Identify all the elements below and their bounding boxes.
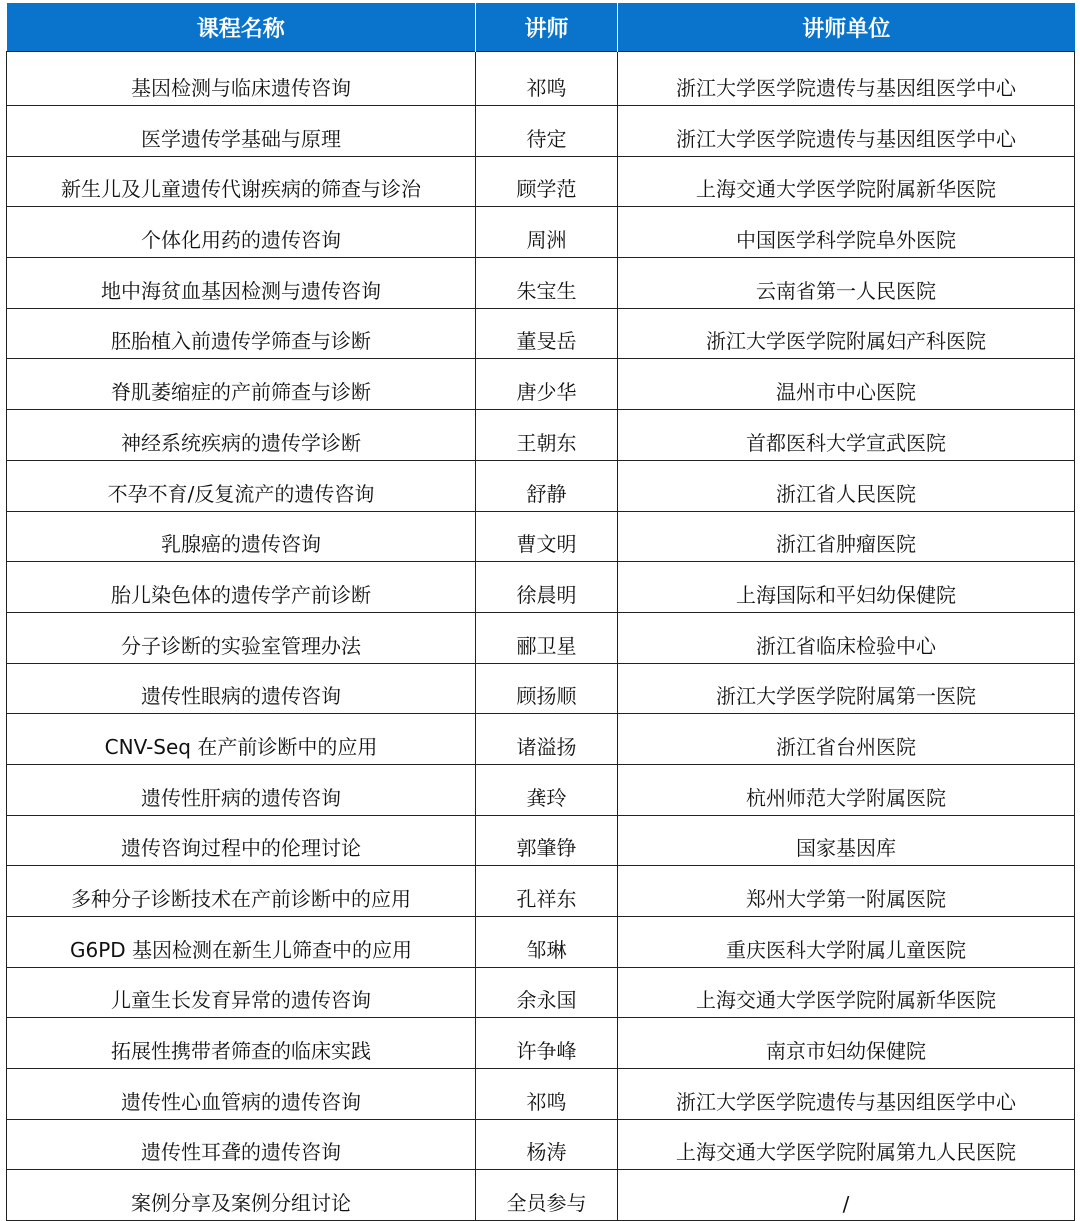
- lecturer-cell: 郦卫星: [476, 612, 618, 663]
- institution-cell: 云南省第一人民医院: [618, 258, 1075, 309]
- course-name-cell: 胎儿染色体的遗传学产前诊断: [7, 562, 476, 613]
- lecturer-cell: 顾扬顺: [476, 663, 618, 714]
- lecturer-cell: 郭肇铮: [476, 815, 618, 866]
- lecturer-cell: 杨涛: [476, 1119, 618, 1170]
- institution-cell: 杭州师范大学附属医院: [618, 764, 1075, 815]
- institution-cell: 浙江省台州医院: [618, 714, 1075, 765]
- table-row: [7, 410, 1075, 461]
- course-name-cell: 儿童生长发育异常的遗传咨询: [7, 967, 476, 1018]
- table-row: [7, 460, 1075, 511]
- lecturer-cell: 祁鸣: [476, 52, 618, 106]
- lecturer-cell: 邹琳: [476, 917, 618, 968]
- table-row: [7, 1069, 1075, 1120]
- table-row: [7, 612, 1075, 663]
- lecturer-cell: 许争峰: [476, 1018, 618, 1069]
- lecturer-cell: 舒静: [476, 460, 618, 511]
- institution-cell: 中国医学科学院阜外医院: [618, 207, 1075, 258]
- lecturer-cell: 孔祥东: [476, 866, 618, 917]
- lecturer-cell: 祁鸣: [476, 1069, 618, 1120]
- institution-cell: 浙江大学医学院附属妇产科医院: [618, 308, 1075, 359]
- table-row: [7, 308, 1075, 359]
- table-row: [7, 156, 1075, 207]
- course-name-cell: G6PD 基因检测在新生儿筛查中的应用: [7, 917, 476, 968]
- institution-cell: 浙江大学医学院附属第一医院: [618, 663, 1075, 714]
- course-name-cell: 神经系统疾病的遗传学诊断: [7, 410, 476, 461]
- institution-cell: /: [618, 1170, 1075, 1221]
- lecturer-cell: 周洲: [476, 207, 618, 258]
- table-row: [7, 1018, 1075, 1069]
- lecturer-cell: 全员参与: [476, 1170, 618, 1221]
- lecturer-cell: 龚玲: [476, 764, 618, 815]
- course-name-cell: 乳腺癌的遗传咨询: [7, 511, 476, 562]
- institution-cell: 南京市妇幼保健院: [618, 1018, 1075, 1069]
- lecturer-cell: 王朝东: [476, 410, 618, 461]
- lecturer-cell: 唐少华: [476, 359, 618, 410]
- lecturer-cell: 顾学范: [476, 156, 618, 207]
- table-row: [7, 967, 1075, 1018]
- institution-cell: 上海交通大学医学院附属新华医院: [618, 156, 1075, 207]
- lecturer-cell: 朱宝生: [476, 258, 618, 309]
- institution-cell: 浙江省人民医院: [618, 460, 1075, 511]
- institution-cell: 上海交通大学医学院附属第九人民医院: [618, 1119, 1075, 1170]
- table-row: [7, 258, 1075, 309]
- table-row: [7, 1119, 1075, 1170]
- course-name-cell: 医学遗传学基础与原理: [7, 106, 476, 157]
- course-name-cell: 遗传性肝病的遗传咨询: [7, 764, 476, 815]
- institution-cell: 上海交通大学医学院附属新华医院: [618, 967, 1075, 1018]
- table-row: [7, 52, 1075, 106]
- table-row: [7, 106, 1075, 157]
- course-name-cell: 多种分子诊断技术在产前诊断中的应用: [7, 866, 476, 917]
- course-table: [6, 3, 1075, 1221]
- course-name-cell: 地中海贫血基因检测与遗传咨询: [7, 258, 476, 309]
- course-name-cell: 拓展性携带者筛查的临床实践: [7, 1018, 476, 1069]
- table-row: [7, 815, 1075, 866]
- course-name-cell: 脊肌萎缩症的产前筛查与诊断: [7, 359, 476, 410]
- table-row: [7, 764, 1075, 815]
- table-row: [7, 663, 1075, 714]
- institution-cell: 国家基因库: [618, 815, 1075, 866]
- table-header: [7, 3, 1075, 52]
- course-name-cell: 遗传性眼病的遗传咨询: [7, 663, 476, 714]
- course-name-cell: 遗传性耳聋的遗传咨询: [7, 1119, 476, 1170]
- institution-cell: 浙江省肿瘤医院: [618, 511, 1075, 562]
- header-course-name: 课程名称: [7, 3, 476, 52]
- table-row: [7, 714, 1075, 765]
- institution-cell: 温州市中心医院: [618, 359, 1075, 410]
- table-row: [7, 917, 1075, 968]
- table-row: [7, 1170, 1075, 1221]
- course-name-cell: 基因检测与临床遗传咨询: [7, 52, 476, 106]
- lecturer-cell: 余永国: [476, 967, 618, 1018]
- header-lecturer: 讲师: [476, 3, 618, 52]
- header-lecturer-institution: 讲师单位: [618, 3, 1075, 52]
- course-table-container: [6, 3, 1074, 1221]
- institution-cell: 上海国际和平妇幼保健院: [618, 562, 1075, 613]
- institution-cell: 首都医科大学宣武医院: [618, 410, 1075, 461]
- lecturer-cell: 待定: [476, 106, 618, 157]
- lecturer-cell: 徐晨明: [476, 562, 618, 613]
- lecturer-cell: 诸溢扬: [476, 714, 618, 765]
- course-name-cell: 遗传性心血管病的遗传咨询: [7, 1069, 476, 1120]
- course-name-cell: 新生儿及儿童遗传代谢疾病的筛查与诊治: [7, 156, 476, 207]
- table-row: [7, 866, 1075, 917]
- course-name-cell: 案例分享及案例分组讨论: [7, 1170, 476, 1221]
- institution-cell: 浙江大学医学院遗传与基因组医学中心: [618, 1069, 1075, 1120]
- table-row: [7, 207, 1075, 258]
- institution-cell: 浙江省临床检验中心: [618, 612, 1075, 663]
- institution-cell: 重庆医科大学附属儿童医院: [618, 917, 1075, 968]
- lecturer-cell: 曹文明: [476, 511, 618, 562]
- institution-cell: 浙江大学医学院遗传与基因组医学中心: [618, 52, 1075, 106]
- table-row: [7, 359, 1075, 410]
- table-body: [7, 52, 1075, 1221]
- header-row: [7, 3, 1075, 52]
- course-name-cell: 分子诊断的实验室管理办法: [7, 612, 476, 663]
- institution-cell: 浙江大学医学院遗传与基因组医学中心: [618, 106, 1075, 157]
- course-name-cell: 个体化用药的遗传咨询: [7, 207, 476, 258]
- lecturer-cell: 董旻岳: [476, 308, 618, 359]
- table-row: [7, 511, 1075, 562]
- course-name-cell: CNV-Seq 在产前诊断中的应用: [7, 714, 476, 765]
- course-name-cell: 胚胎植入前遗传学筛查与诊断: [7, 308, 476, 359]
- institution-cell: 郑州大学第一附属医院: [618, 866, 1075, 917]
- course-name-cell: 不孕不育/反复流产的遗传咨询: [7, 460, 476, 511]
- course-name-cell: 遗传咨询过程中的伦理讨论: [7, 815, 476, 866]
- table-row: [7, 562, 1075, 613]
